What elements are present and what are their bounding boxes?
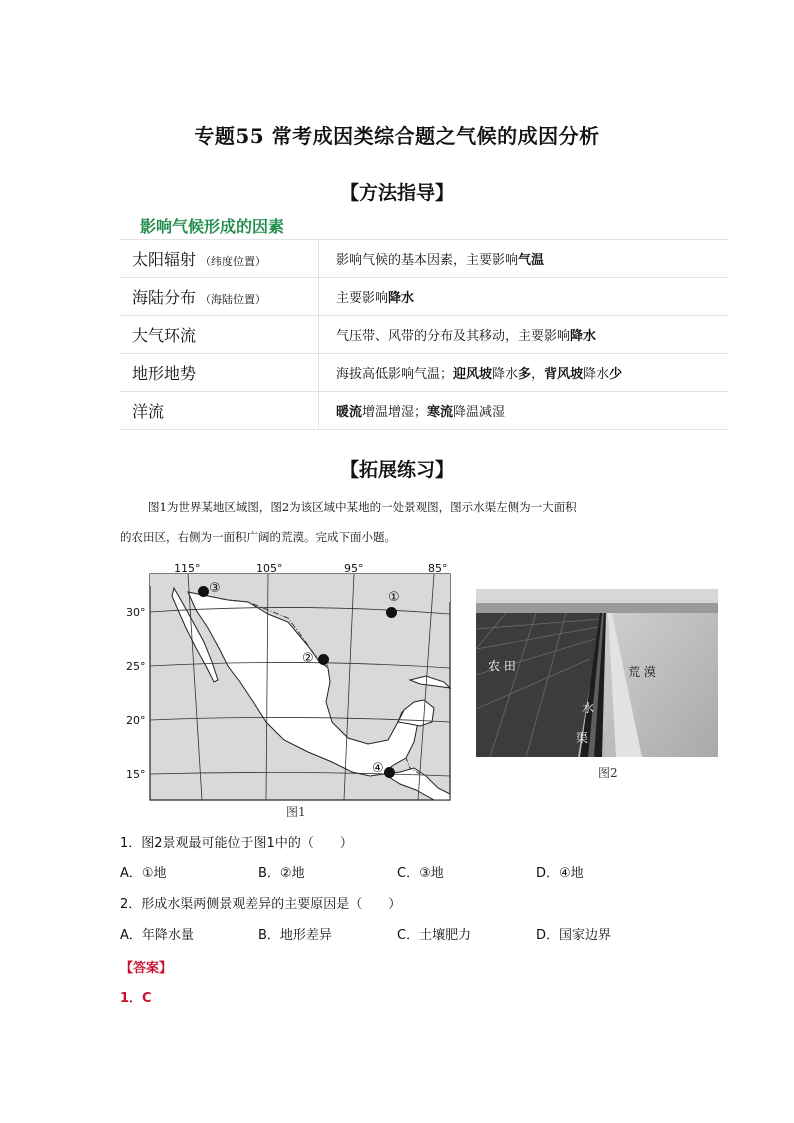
photo-label-canal-1: 水 [582,701,595,715]
photo-label-desert: 荒 漠 [628,665,656,679]
question-1-stem: 1．图2景观最可能位于图1中的（ ） [120,836,353,851]
lat-label: 15° [126,768,146,781]
factor-name-cell [120,240,319,278]
map-point-dot [318,654,329,665]
factor-name-cell [120,354,319,392]
factor-keyword: 迎风坡 [453,367,493,382]
question-1-option-c: C．③地 [397,866,444,881]
page-title: 专题55 常考成因类综合题之气候的成因分析 [194,124,600,148]
factor-text: 降水 [492,367,519,382]
factor-keyword: 寒流 [427,405,454,420]
factor-keyword: 背风坡 [544,367,584,382]
factor-row [120,240,728,278]
method-heading: 【方法指导】 [339,182,454,204]
question-1-option-a: A．①地 [120,866,167,881]
factor-keyword: 暖流 [336,405,363,420]
factor-description [319,316,729,354]
map-point-label: ③ [209,581,221,596]
factor-text: ， [531,367,545,382]
factor-name: 海陆分布 [132,288,197,307]
map-point-label: ① [388,590,400,605]
question-2-option-c: C．土壤肥力 [397,928,472,943]
factor-text: 主要影响 [336,291,389,306]
factors-heading: 影响气候形成的因素 [140,217,285,236]
question-2-option-a: A．年降水量 [120,928,194,943]
lat-label: 30° [126,606,146,619]
answer-1: 1．C [120,991,152,1006]
lon-label: 85° [428,562,448,575]
answer-label: 【答案】 [120,961,173,976]
factor-name-cell [120,392,319,430]
factor-name: 太阳辐射 [132,250,197,269]
factor-keyword: 气温 [518,253,545,268]
factor-keyword: 降水 [570,329,597,344]
map-point-dot [386,607,397,618]
factor-row [120,354,728,392]
factor-description [319,392,729,430]
factor-row [120,278,728,316]
question-1-option-b: B．②地 [258,866,305,881]
factor-text: 增温增湿； [362,405,428,420]
factor-text: 海拔高低影响气温； [336,367,454,382]
factor-text: 降温减湿 [453,405,506,420]
lat-label: 25° [126,660,146,673]
figure-1-map [126,562,453,802]
factor-keyword: 降水 [388,291,415,306]
factor-text: 气压带、风带的分布及其移动，主要影响 [336,329,571,344]
factor-note: （海陆位置） [200,293,267,306]
lon-label: 115° [174,562,201,575]
factor-keyword: 少 [609,367,623,382]
photo-label-farmland: 农 田 [488,659,516,673]
intro-line-2: 的农田区，右侧为一面积广阔的荒漠。完成下面小题。 [120,530,396,544]
factor-name: 大气环流 [132,326,197,345]
photo-label-canal-2: 渠 [576,731,589,745]
factor-text: 影响气候的基本因素，主要影响 [336,253,519,268]
question-2-stem: 2．形成水渠两侧景观差异的主要原因是（ ） [120,897,402,912]
question-2-option-b: B．地形差异 [258,928,332,943]
factor-description [319,354,729,392]
factor-row [120,316,728,354]
lat-label: 20° [126,714,146,727]
question-1-option-d: D．④地 [536,866,584,881]
practice-heading: 【拓展练习】 [339,459,454,481]
factor-note: （纬度位置） [200,255,267,268]
factor-row [120,392,728,430]
figure-2-photo [476,589,718,757]
factors-table [120,239,728,430]
factor-text: 降水 [583,367,610,382]
lon-label: 105° [256,562,283,575]
map-point-label: ② [302,651,314,666]
figure-1-caption: 图1 [286,805,306,819]
figure-2-caption: 图2 [598,766,618,780]
question-2-option-d: D．国家边界 [536,928,612,943]
factor-keyword: 多 [518,367,532,382]
intro-line-1: 图1为世界某地区域图，图2为该区域中某地的一处景观图，图示水渠左侧为一大面积 [148,500,577,514]
factor-name-cell [120,316,319,354]
factor-name: 地形地势 [132,364,197,383]
map-point-dot [198,586,209,597]
lon-label: 95° [344,562,364,575]
factor-description [319,240,729,278]
factor-name-cell [120,278,319,316]
map-point-label: ④ [372,761,384,776]
map-point-dot [384,767,395,778]
factor-description [319,278,729,316]
factor-name: 洋流 [132,402,165,421]
